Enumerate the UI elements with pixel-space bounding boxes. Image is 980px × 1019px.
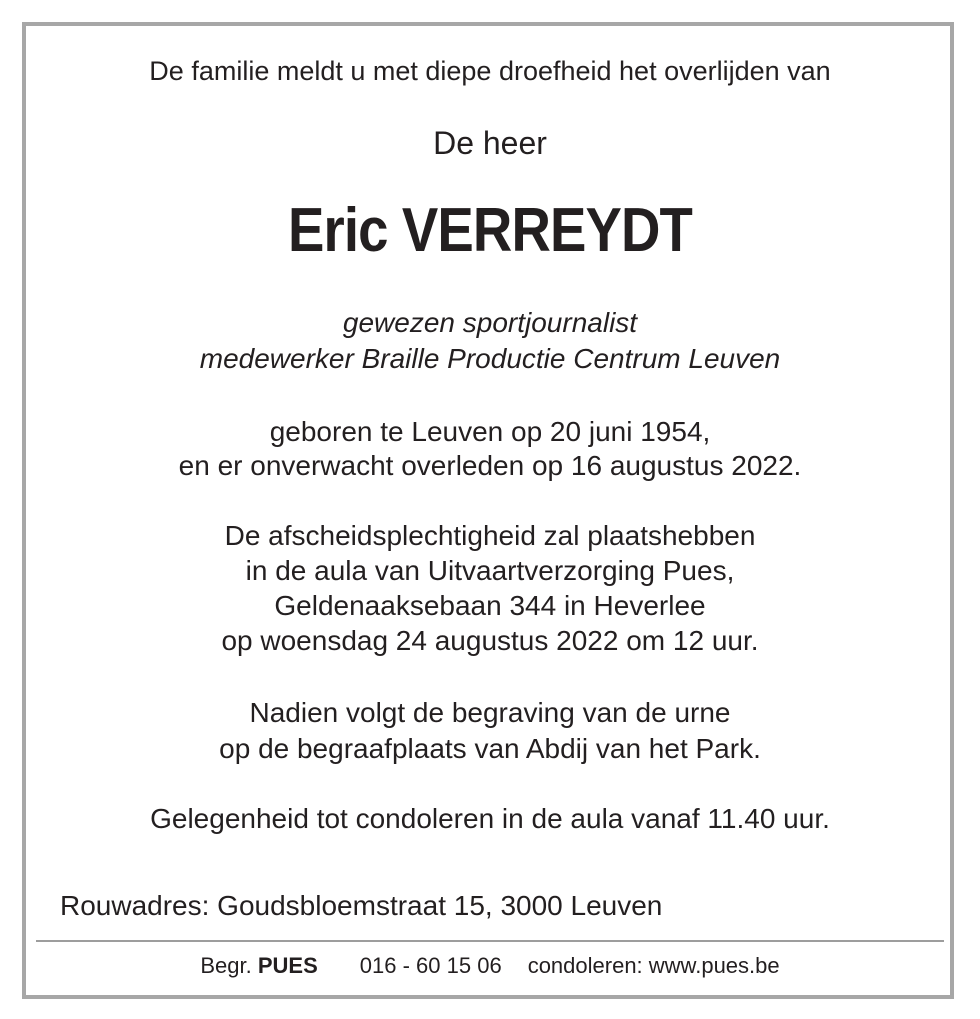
salutation: De heer [433,125,547,161]
role-line-2: medewerker Braille Productie Centrum Leuven [199,343,781,374]
ceremony-line-2: in de aula van Uitvaartverzorging Pues, [245,555,735,586]
role-line-1: gewezen sportjournalist [342,307,638,338]
ceremony-line-1: De afscheidsplechtigheid zal plaatshebben [224,520,756,551]
footer [0,955,980,977]
death-line: en er onverwacht overleden op 16 augustus 2022. [178,450,802,481]
condolence-website: condoleren: www.pues.be [527,953,780,978]
undertaker-name: PUES [257,953,318,978]
condolence-text: Gelegenheid tot condoleren in de aula vanaf 11.40 uur. [150,803,830,834]
notice-frame [22,22,954,999]
undertaker-prefix: Begr. [200,953,252,978]
intro-text: De familie meldt u met diepe droefheid het overlijden van [149,56,831,86]
ceremony-line-3: Geldenaaksebaan 344 in Heverlee [274,590,706,621]
deceased-name: Eric VERREYDT [288,196,692,265]
birth-line: geboren te Leuven op 20 juni 1954, [269,416,711,447]
ceremony-line-4: op woensdag 24 augustus 2022 om 12 uur. [221,625,759,656]
burial-line-1: Nadien volgt de begraving van de urne [249,697,731,728]
burial-line-2: op de begraafplaats van Abdij van het Park. [219,733,761,764]
footer-divider [36,940,944,942]
mourning-address: Rouwadres: Goudsbloemstraat 15, 3000 Leuven [60,890,663,921]
undertaker-phone: 016 - 60 15 06 [359,953,502,978]
